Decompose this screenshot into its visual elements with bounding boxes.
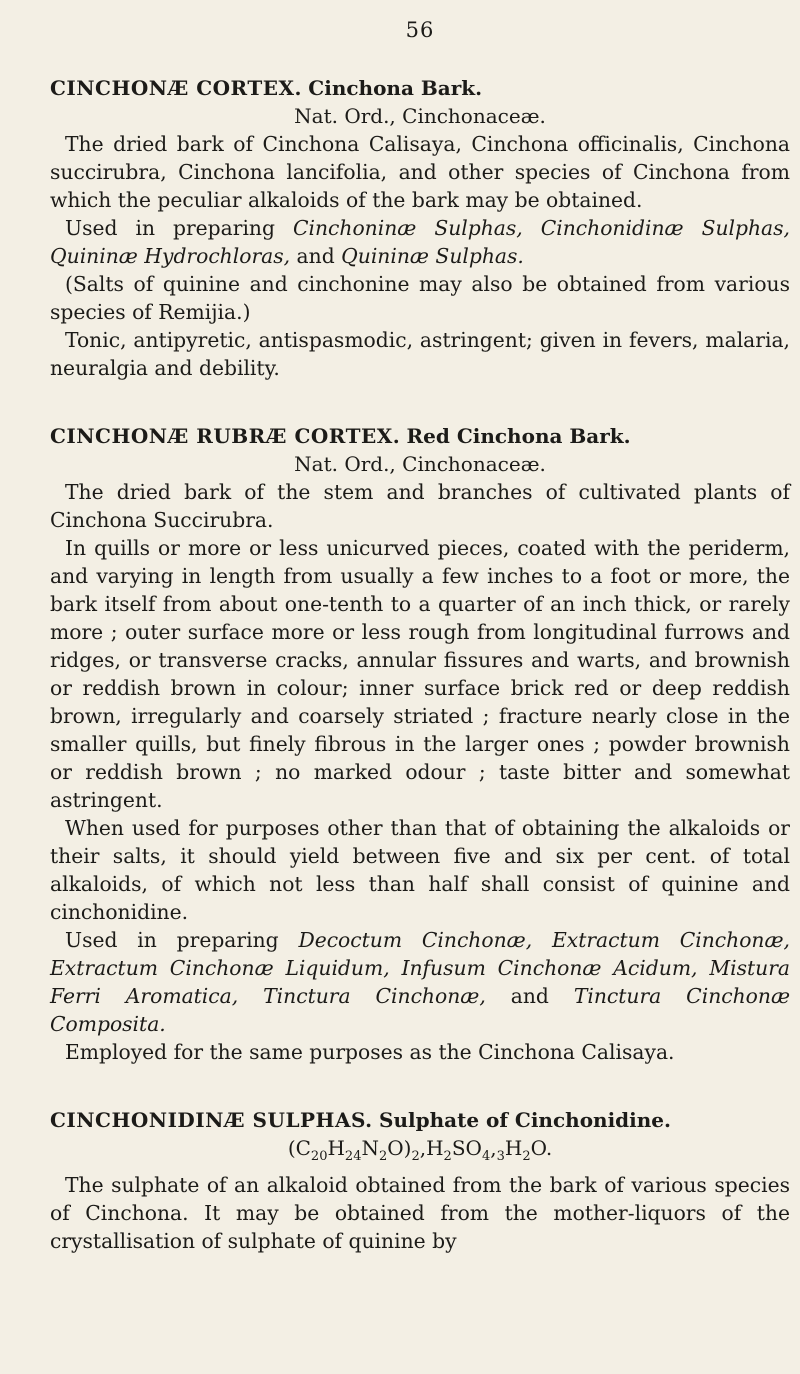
employed-note: Employed for the same purposes as the Cinchona Calisaya. xyxy=(65,1040,675,1064)
entry-heading xyxy=(50,422,790,450)
entry-common-name: Sulphate of Cinchonidine. xyxy=(379,1108,671,1132)
description: The dried bark of the stem and branches of cultivated plants of Cinchona Succirubra. xyxy=(50,480,790,532)
used-in-preparing xyxy=(50,926,790,1038)
description: The dried bark of Cinchona Calisaya, Cinchona officinalis, Cinchona succirubra, Cinchona lancifolia, and other species of Cinchona from which the peculiar alkaloids of the bark may be obtained. xyxy=(50,132,790,212)
used-and: and xyxy=(290,244,342,268)
preparation-last: Quininæ Sulphas. xyxy=(341,244,524,268)
page-content xyxy=(50,18,790,1295)
alkaloid-content: When used for purposes other than that of obtaining the alkaloids or their salts, it should yield between five and six per cent. of total alkaloids, of which not less than half shall consist of quinine and cinchonidine. xyxy=(50,816,790,924)
natural-order: Nat. Ord., Cinchonaceæ. xyxy=(294,452,546,476)
used-in-preparing xyxy=(50,214,790,270)
entry-cinchonidinae-sulphas xyxy=(50,1106,790,1255)
entry-name: CINCHONÆ RUBRÆ CORTEX. xyxy=(50,424,401,448)
used-and: and xyxy=(485,984,574,1008)
used-prefix: Used in preparing xyxy=(65,928,299,952)
entry-name: CINCHONÆ CORTEX. xyxy=(50,76,302,100)
entry-common-name: Red Cinchona Bark. xyxy=(406,424,631,448)
used-prefix: Used in preparing xyxy=(65,216,293,240)
preparations-list: Cinchoninæ Sulphas, Cinchonidinæ Sulphas, Quininæ Hydrochloras, xyxy=(50,216,790,268)
therapeutic-uses: Tonic, antipyretic, antispasmodic, astringent; given in fevers, malaria, neuralgia and debility. xyxy=(50,328,790,380)
preparation-last: Tinctura Cinchonæ Composita. xyxy=(50,984,791,1036)
entry-cinchonae-cortex xyxy=(50,74,790,382)
preparations-list: Decoctum Cinchonæ, Extractum Cinchonæ, Extractum Cinchonæ Liquidum, Infusum Cinchonæ Acidum, Mistura Ferri Aromatica, Tinctura Cinchonæ, xyxy=(50,928,791,1008)
entry-cinchonae-rubrae-cortex xyxy=(50,422,790,1066)
salts-note: (Salts of quinine and cinchonine may also be obtained from various species of Remijia.) xyxy=(50,272,790,324)
physical-characters: In quills or more or less unicurved pieces, coated with the periderm, and varying in length from usually a few inches to a foot or more, the bark itself from about one-tenth to a quarter of an inch thick, or rarely more ; outer surface more or less rough from longitudinal furrows and ridges, or transverse cracks, annular fissures and warts, and brownish or reddish brown in colour; inner surface brick red or deep reddish brown, irregularly and coarsely striated ; fracture nearly close in the smaller quills, but finely fibrous in the larger ones ; powder brownish or reddish brown ; no marked odour ; taste bitter and somewhat astringent. xyxy=(50,536,790,812)
entry-name: CINCHONIDINÆ SULPHAS. xyxy=(50,1108,373,1132)
chemical-formula: $(C_{20}H_{24}N_2O)_2,H_2SO_4,_3H_2O$. xyxy=(287,1136,553,1164)
entry-heading xyxy=(50,74,790,102)
page-number: 56 xyxy=(405,18,435,42)
entry-heading xyxy=(50,1106,790,1134)
description: The sulphate of an alkaloid obtained from the bark of various species of Cinchona. It may be obtained from the mother-liquors of the crystallisation of sulphate of quinine by xyxy=(50,1173,790,1253)
natural-order: Nat. Ord., Cinchonaceæ. xyxy=(294,104,546,128)
entry-common-name: Cinchona Bark. xyxy=(308,76,483,100)
